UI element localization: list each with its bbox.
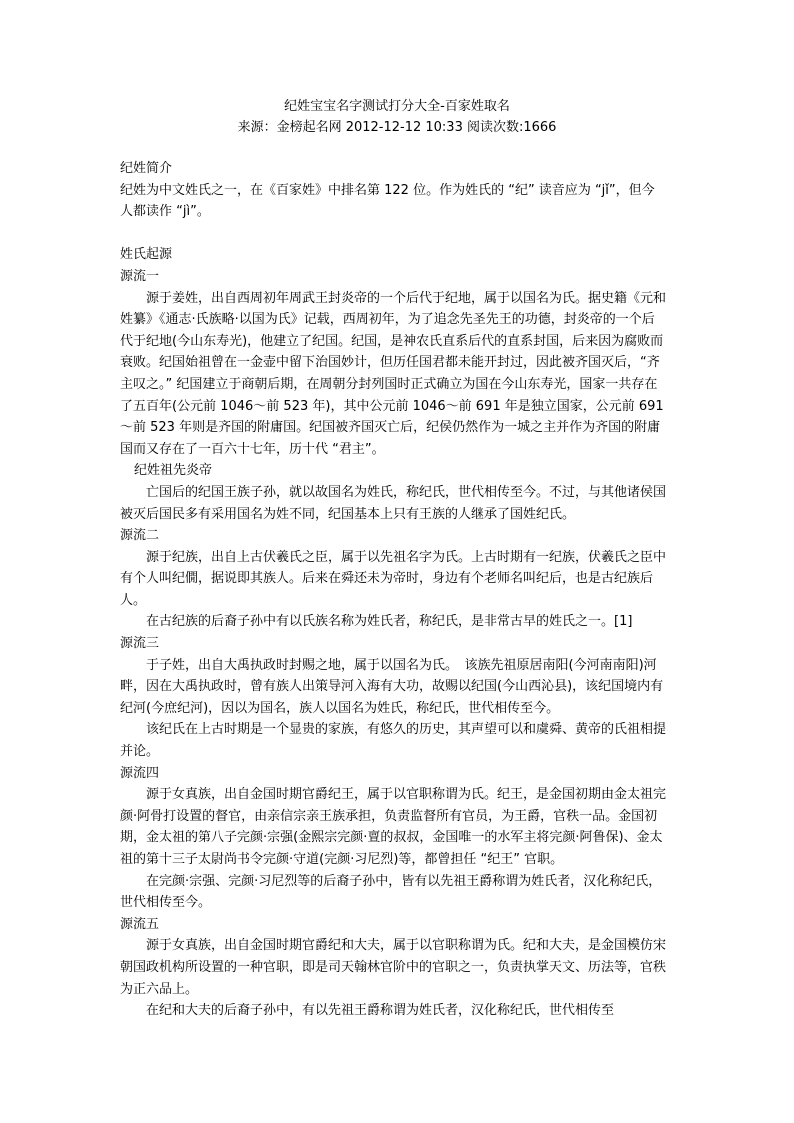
source-3-heading: 源流三	[120, 636, 160, 652]
source-4-paragraph: 源于女真族，出自金国时期官爵纪王，属于以官职称谓为氏。纪王，是金国初期由金太祖完颜·阿骨打设置的督官，由亲信宗亲王族承担，负责监督所有官员，为王爵，官秩一品。金国初期，金太祖的第八子完颜·宗强(金熙宗完颜·亶的叔叔，金国唯一的水军主将完颜·阿鲁保)、金太祖的第十三子太尉尚书令完颜·守道(完颜·习尼烈)等，都曾担任 “纪王” 官职。	[120, 787, 667, 867]
source-3-paragraph: 该纪氏在上古时期是一个显贵的家族，有悠久的历史，其声望可以和虞舜、黄帝的氏祖相提并论。	[120, 722, 667, 760]
origin-heading: 姓氏起源	[120, 247, 173, 263]
source-4-heading: 源流四	[120, 765, 160, 781]
source-line: 来源：金榜起名网 2012-12-12 10:33 阅读次数:1666	[237, 120, 557, 135]
source-2-heading: 源流二	[120, 528, 160, 544]
spacer	[120, 223, 666, 245]
source-2-paragraph: 源于纪族，出自上古伏羲氏之臣，属于以先祖名字为氏。上古时期有一纪族，伏羲氏之臣中有个人叫纪僩，据说即其族人。后来在舜还未为帝时，身边有个老师名叫纪后，也是古纪族后人。	[120, 549, 667, 608]
page-title: 纪姓宝宝名字测试打分大全-百家姓取名	[284, 99, 510, 114]
source-1-subheading: 纪姓祖先炎帝	[134, 463, 213, 479]
source-4-paragraph: 在完颜·宗强、完颜·习尼烈等的后裔子孙中，皆有以先祖王爵称谓为姓氏者，汉化称纪氏，世代相传至今。	[120, 873, 662, 911]
source-5-paragraph: 在纪和大夫的后裔子孙中，有以先祖王爵称谓为姓氏者，汉化称纪氏，世代相传至	[146, 1003, 615, 1019]
article-body	[120, 158, 666, 1022]
intro-heading: 纪姓简介	[120, 161, 173, 176]
source-5-heading: 源流五	[120, 916, 160, 932]
source-2-paragraph: 在古纪族的后裔子孙中有以氏族名称为姓氏者，称纪氏，是非常古早的姓氏之一。[1]	[146, 614, 633, 630]
intro-text: 纪姓为中文姓氏之一，在《百家姓》中排名第 122 位。作为姓氏的 “纪” 读音应为 “jǐ”，但今人都读作 “jì”。	[120, 182, 655, 220]
source-1-after-paragraph: 亡国后的纪国王族子孙，就以故国名为姓氏，称纪氏，世代相传至今。不过，与其他诸侯国被灭后国民多有采用国名为姓不同，纪国基本上只有王族的人继承了国姓纪氏。	[120, 484, 667, 522]
source-1-heading: 源流一	[120, 268, 160, 284]
source-3-paragraph: 于子姓，出自大禹执政时封赐之地，属于以国名为氏。 该族先祖原居南阳(今河南南阳)河畔，因在大禹执政时，曾有族人出策导河入海有大功，故赐以纪国(今山西沁县)，该纪国境内有纪河(今庶纪河)，因以为国名，族人以国名为姓氏，称纪氏，世代相传至今。	[120, 657, 664, 716]
source-5-paragraph: 源于女真族，出自金国时期官爵纪和大夫，属于以官职称谓为氏。纪和大夫，是金国模仿宋朝国政机构所设置的一种官职，即是司天翰林官阶中的官职之一，负责执掌天文、历法等，官秩为正六品上。	[120, 938, 667, 997]
source-1-paragraph: 源于姜姓，出自西周初年周武王封炎帝的一个后代于纪地，属于以国名为氏。据史籍《元和姓纂》《通志·氏族略·以国为氏》记载，西周初年，为了追念先圣先王的功德，封炎帝的一个后代于纪地(今山东寿光)，他建立了纪国。纪国，是神农氏直系后代的直系封国，后来因为腐败而衰败。纪国始祖曾在一金壶中留下治国妙计，但历任国君都未能开封过，因此被齐国灭后，“齐主叹之。” 纪国建立于商朝后期，在周朝分封列国时正式确立为国在今山东寿光，国家一共存在了五百年(公元前 1046～前 523 年)，其中公元前 1046～前 691 年是独立国家，公元前 691～前 523 年则是齐国的附庸国。纪国被齐国灭亡后，纪侯仍然作为一城之主并作为齐国的附庸国而又存在了一百六十七年，历十代 “君主”。	[120, 290, 667, 457]
